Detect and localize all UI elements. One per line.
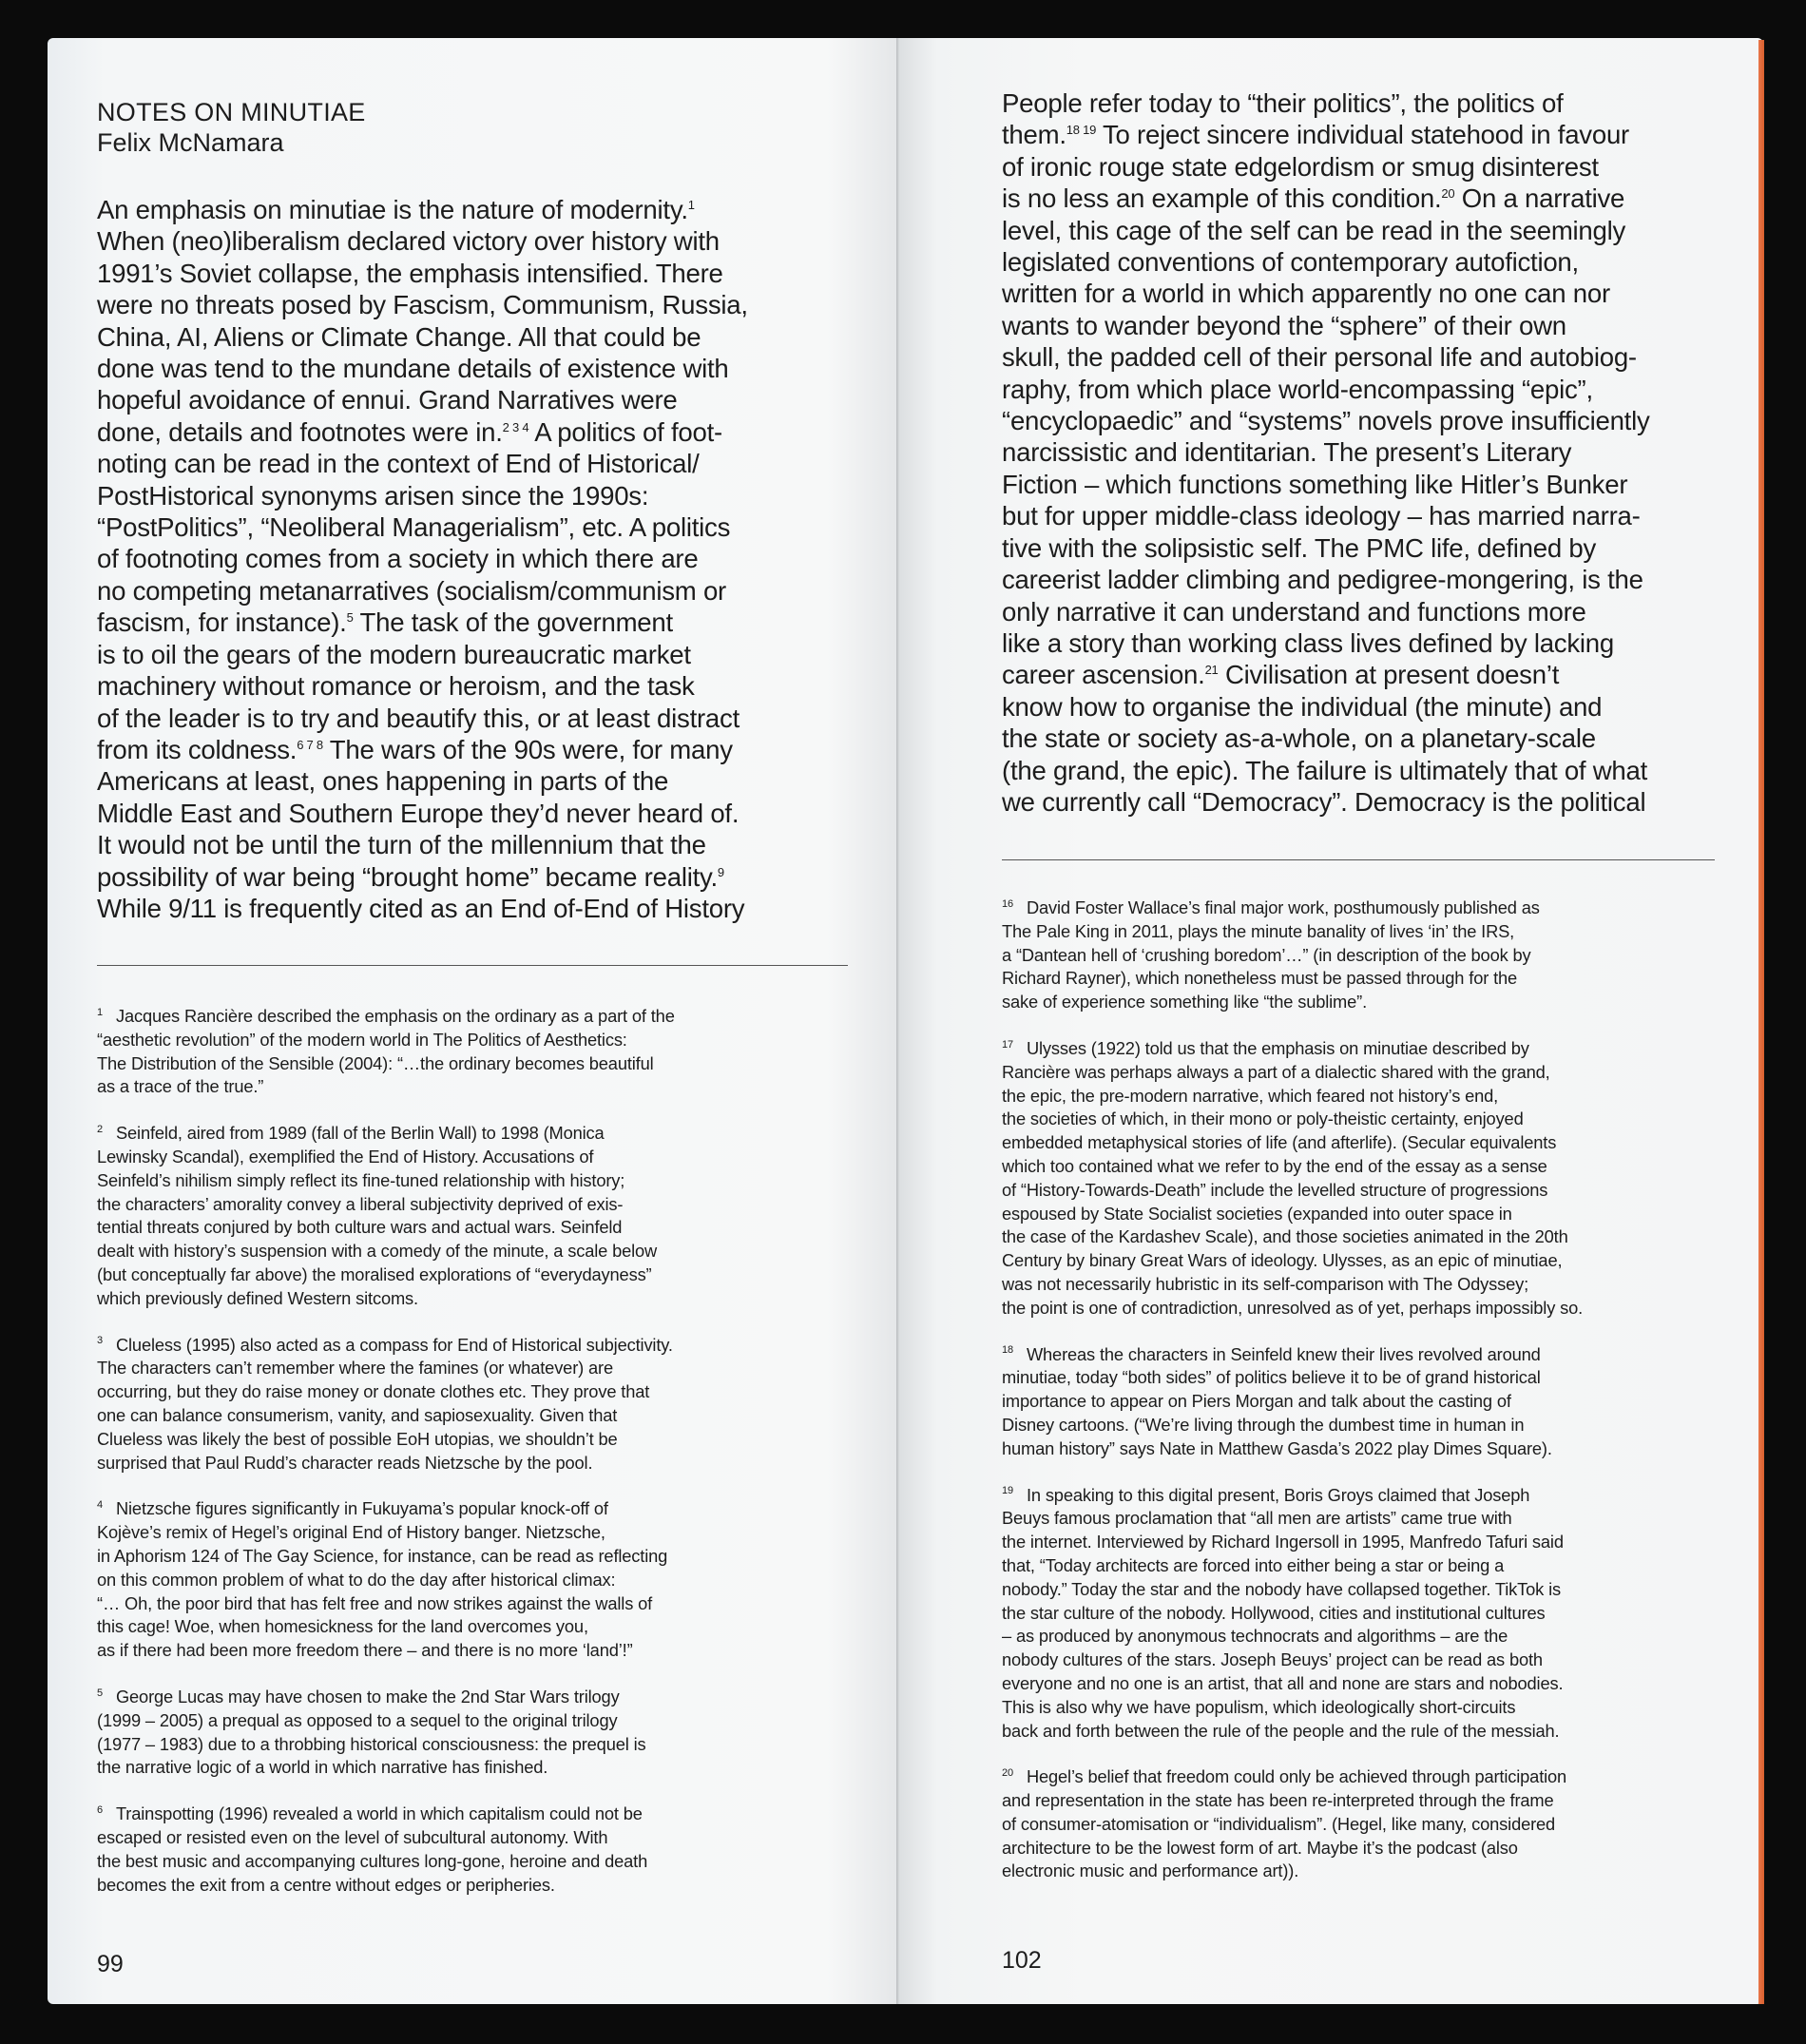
footnote-line: $^2$ Seinfeld, aired from 1989 (fall of the Berlin Wall) to 1998 (Monica — [97, 1123, 605, 1144]
body-line: from its coldness.$^{6 7 8}$ The wars of the 90s were, for many — [97, 734, 733, 764]
footnote-line: $^{17}$ Ulysses (1922) told us that the emphasis on minutiae described by — [1002, 1037, 1529, 1058]
footnote-number: 18 — [1002, 1344, 1013, 1357]
footnote — [97, 1334, 848, 1475]
body-line: written for a world in which apparently no one can nor — [1002, 279, 1610, 309]
footnote-rule — [97, 965, 848, 966]
body-line: skull, the padded cell of their personal life and autobiog- — [1002, 342, 1637, 373]
body-line: When (neo)liberalism declared victory over history with — [97, 226, 720, 257]
body-line: only narrative it can understand and functions more — [1002, 596, 1586, 627]
footnote-line: which previously defined Western sitcoms. — [97, 1287, 418, 1308]
body-line: but for upper middle-class ideology – has married narra- — [1002, 501, 1641, 531]
footnote-line: on this common problem of what to do the day after historical climax: — [97, 1569, 616, 1590]
body-line: of the leader is to try and beautify this, or at least distract — [97, 703, 740, 733]
footnote-line: Seinfeld’s nihilism simply reflect its fine-tuned relationship with history; — [97, 1169, 625, 1190]
footnote-line: (but conceptually far above) the moralised explorations of “everydayness” — [97, 1263, 652, 1284]
footnote-line: was not necessarily hubristic in its self-comparison with The Odyssey; — [1002, 1273, 1529, 1294]
footnote-reference[interactable]: 6 7 8 — [297, 737, 323, 752]
footnote-line: Rancière was perhaps always a part of a dialectic shared with the grand, — [1002, 1061, 1550, 1082]
body-line: of ironic rouge state edgelordism or smug disinterest — [1002, 151, 1599, 182]
footnote-number: 20 — [1002, 1767, 1013, 1780]
body-line: China, AI, Aliens or Climate Change. All that could be — [97, 321, 701, 352]
footnote-line: tential threats conjured by both culture wars and actual wars. Seinfeld — [97, 1217, 623, 1238]
footnote-number: 6 — [97, 1804, 103, 1817]
footnote-line: The characters can’t remember where the famines (or whatever) are — [97, 1358, 613, 1379]
body-text — [1002, 87, 1715, 818]
body-line: “encyclopaedic” and “systems” novels prove insufficiently — [1002, 406, 1650, 436]
footnote — [1002, 1765, 1715, 1883]
footnote-line: Lewinsky Scandal), exemplified the End of History. Accusations of — [97, 1146, 594, 1167]
footnote-line: one can balance consumerism, vanity, and sapiosexuality. Given that — [97, 1404, 618, 1425]
footnote-reference[interactable]: 20 — [1441, 186, 1455, 202]
footnote-line: embedded metaphysical stories of life (and afterlife). (Secular equivalents — [1002, 1132, 1557, 1153]
body-line: is no less an example of this condition.$^{20}$ On a narrative — [1002, 183, 1625, 214]
body-line: While 9/11 is frequently cited as an End of-End of History — [97, 893, 745, 923]
footnote — [97, 1686, 848, 1780]
footnote-line: architecture to be the lowest form of art. Maybe it’s the podcast (also — [1002, 1837, 1518, 1858]
body-line: of footnoting comes from a society in which there are — [97, 544, 699, 574]
body-line: know how to organise the individual (the minute) and — [1002, 691, 1603, 722]
body-line: no competing metanarratives (socialism/communism or — [97, 575, 726, 606]
left-page-content — [97, 97, 848, 924]
footnote-line: $^3$ Clueless (1995) also acted as a compass for End of Historical subjectivity. — [97, 1334, 673, 1355]
footnote-line: $^{19}$ In speaking to this digital present, Boris Groys claimed that Joseph — [1002, 1484, 1530, 1505]
footnote-line: the case of the Kardashev Scale), and those societies animated in the 20th — [1002, 1226, 1568, 1247]
fore-edge — [1758, 40, 1764, 2004]
footnote-line: Kojève’s remix of Hegel’s original End of History banger. Nietzsche, — [97, 1522, 605, 1543]
footnote-line: nobody cultures of the stars. Joseph Beuys’ project can be read as both — [1002, 1649, 1543, 1670]
body-line: “PostPolitics”, “Neoliberal Managerialism”, etc. A politics — [97, 512, 731, 543]
body-line: careerist ladder climbing and pedigree-mongering, is the — [1002, 565, 1643, 595]
footnote-line: nobody.” Today the star and the nobody have collapsed together. TikTok is — [1002, 1578, 1561, 1599]
footnote-number: 5 — [97, 1687, 103, 1699]
footnote-line: that, “Today architects are forced into either being a star or being a — [1002, 1554, 1505, 1575]
body-line: An emphasis on minutiae is the nature of modernity.$^1$ — [97, 195, 695, 224]
footnote-line: (1999 – 2005) a prequal as opposed to a sequel to the original trilogy — [97, 1709, 618, 1730]
body-line: were no threats posed by Fascism, Communism, Russia, — [97, 290, 748, 320]
footnote-line: $^{16}$ David Foster Wallace’s final major work, posthumously published as — [1002, 897, 1540, 917]
footnote — [97, 1497, 848, 1663]
footnotes — [97, 1005, 848, 1919]
body-line: legislated conventions of contemporary autofiction, — [1002, 247, 1579, 278]
footnote-line: everyone and no one is an artist, that all and none are stars and nobodies. — [1002, 1672, 1564, 1693]
footnote — [1002, 1037, 1715, 1321]
footnote-line: – as produced by anonymous technocrats and algorithms – are the — [1002, 1626, 1508, 1647]
footnote-number: 16 — [1002, 897, 1013, 910]
footnote-line: of consumer-atomisation or “individualism”. (Hegel, like many, considered — [1002, 1813, 1556, 1834]
footnote-line: Clueless was likely the best of possible EoH utopias, we shouldn’t be — [97, 1428, 618, 1449]
body-line: the state or society as-a-whole, on a planetary-scale — [1002, 723, 1596, 754]
body-line: possibility of war being “brought home” became reality.$^9$ — [97, 861, 724, 892]
article-author: Felix McNamara — [97, 128, 284, 157]
body-line: tive with the solipsistic self. The PMC life, defined by — [1002, 532, 1597, 563]
body-line: is to oil the gears of the modern bureaucratic market — [97, 639, 691, 669]
body-line: fascism, for instance).$^5$ The task of the government — [97, 607, 673, 638]
footnote-line: becomes the exit from a centre without edges or peripheries. — [97, 1874, 555, 1895]
footnote-reference[interactable]: 1 — [687, 197, 695, 212]
footnote-line: dealt with history’s suspension with a comedy of the minute, a scale below — [97, 1241, 658, 1262]
body-line: narcissistic and identitarian. The present’s Literary — [1002, 437, 1572, 468]
footnote-line: $^{18}$ Whereas the characters in Seinfeld knew their lives revolved around — [1002, 1343, 1541, 1364]
body-line: raphy, from which place world-encompassing “epic”, — [1002, 374, 1593, 404]
footnote-line: and representation in the state has been re-interpreted through the frame — [1002, 1790, 1554, 1811]
footnote — [1002, 1484, 1715, 1744]
footnote — [1002, 1343, 1715, 1461]
footnote-line: escaped or resisted even on the level of subcultural autonomy. With — [97, 1826, 608, 1847]
footnote-line: The Distribution of the Sensible (2004): “…the ordinary becomes beautiful — [97, 1052, 654, 1073]
body-line: career ascension.$^{21}$ Civilisation at present doesn’t — [1002, 660, 1560, 690]
footnote-line: The Pale King in 2011, plays the minute banality of lives ‘in’ the IRS, — [1002, 920, 1515, 941]
footnote-number: 2 — [97, 1124, 103, 1136]
footnote-line: the star culture of the nobody. Hollywood, cities and institutional cultures — [1002, 1602, 1546, 1623]
footnote-line: $^{20}$ Hegel’s belief that freedom could only be achieved through participation — [1002, 1766, 1567, 1787]
footnote — [97, 1005, 848, 1099]
footnote-number: 17 — [1002, 1038, 1013, 1051]
footnote-line: $^4$ Nietzsche figures significantly in Fukuyama’s popular knock-off of — [97, 1498, 608, 1519]
footnote-reference[interactable]: 5 — [346, 610, 354, 626]
body-text — [97, 194, 848, 924]
footnote-line: the internet. Interviewed by Richard Ingersoll in 1995, Manfredo Tafuri said — [1002, 1532, 1564, 1552]
body-line: People refer today to “their politics”, the politics of — [1002, 88, 1564, 118]
footnote-line: a “Dantean hell of ‘crushing boredom’…” (in description of the book by — [1002, 944, 1531, 965]
footnote-line: Richard Rayner), which nonetheless must be passed through for the — [1002, 968, 1518, 989]
footnote-line: of “History-Towards-Death” include the levelled structure of progressions — [1002, 1179, 1548, 1200]
footnote-line: this cage! Woe, when homesickness for the land overcomes you, — [97, 1616, 588, 1637]
body-line: Fiction – which functions something like Hitler’s Bunker — [1002, 469, 1628, 499]
footnote-line: back and forth between the rule of the people and the rule of the messiah. — [1002, 1720, 1560, 1741]
body-line: PostHistorical synonyms arisen since the 1990s: — [97, 480, 649, 511]
footnote-line: This is also why we have populism, which ideologically short-circuits — [1002, 1696, 1516, 1717]
footnote-rule — [1002, 859, 1715, 860]
body-line: noting can be read in the context of End of Historical/ — [97, 449, 700, 479]
footnote-line: sake of experience something like “the sublime”. — [1002, 992, 1368, 1012]
article-title: NOTES ON MINUTIAE — [97, 98, 366, 126]
footnote-reference[interactable]: 2 3 4 — [502, 419, 529, 434]
footnote-number: 3 — [97, 1335, 103, 1347]
footnote-line: human history” says Nate in Matthew Gasda’s 2022 play Dimes Square). — [1002, 1437, 1552, 1458]
footnote-line: espoused by State Socialist societies (expanded into outer space in — [1002, 1203, 1512, 1224]
footnote-line: “aesthetic revolution” of the modern world in The Politics of Aesthetics: — [97, 1029, 627, 1050]
body-line: them.$^{18 19}$ To reject sincere individual statehood in favour — [1002, 120, 1629, 150]
body-line: 1991’s Soviet collapse, the emphasis intensified. There — [97, 258, 723, 288]
footnote-line: the epic, the pre-modern narrative, which feared not history’s end, — [1002, 1085, 1499, 1106]
footnote-line: the narrative logic of a world in which narrative has finished. — [97, 1757, 548, 1778]
footnote-reference[interactable]: 21 — [1204, 663, 1219, 678]
footnote-line: in Aphorism 124 of The Gay Science, for instance, can be read as reflecting — [97, 1545, 668, 1566]
book-spread — [48, 38, 1763, 2006]
right-page — [899, 38, 1763, 2004]
footnote-number: 4 — [97, 1499, 103, 1512]
body-line: like a story than working class lives defined by lacking — [1002, 627, 1614, 658]
footnote-line: $^6$ Trainspotting (1996) revealed a world in which capitalism could not be — [97, 1803, 643, 1824]
body-line: Middle East and Southern Europe they’d never heard of. — [97, 798, 740, 828]
footnote-line: Disney cartoons. (“We’re living through the dumbest time in human in — [1002, 1414, 1525, 1435]
page-number: 102 — [1002, 1947, 1042, 1974]
body-line: Americans at least, ones happening in parts of the — [97, 766, 669, 797]
body-line: level, this cage of the self can be read in the seemingly — [1002, 215, 1626, 245]
footnote-line: as if there had been more freedom there – and there is no more ‘land’!” — [97, 1640, 633, 1661]
footnote-line: the characters’ amorality convey a liberal subjectivity deprived of exis- — [97, 1193, 624, 1214]
footnote-line: occurring, but they do raise money or donate clothes etc. They prove that — [97, 1381, 650, 1402]
body-line: done was tend to the mundane details of existence with — [97, 354, 729, 384]
footnotes — [1002, 897, 1715, 1906]
footnote-line: (1977 – 1983) due to a throbbing historical consciousness: the prequel is — [97, 1733, 646, 1754]
footnote-number: 1 — [97, 1006, 103, 1018]
footnote-line: electronic music and performance art)). — [1002, 1861, 1299, 1881]
footnote-line: as a trace of the true.” — [97, 1076, 264, 1097]
footnote-line: the point is one of contradiction, unresolved as of yet, perhaps impossibly so. — [1002, 1297, 1584, 1318]
footnote-line: the best music and accompanying cultures long-gone, heroine and death — [97, 1850, 648, 1871]
body-line: machinery without romance or heroism, and the task — [97, 671, 695, 702]
footnote-line: $^5$ George Lucas may have chosen to make the 2nd Star Wars trilogy — [97, 1686, 620, 1707]
body-line: hopeful avoidance of ennui. Grand Narratives were — [97, 385, 678, 415]
page-number: 99 — [97, 1951, 124, 1977]
footnote-line: Beuys famous proclamation that “all men are artists” came true with — [1002, 1508, 1512, 1529]
footnote-number: 19 — [1002, 1485, 1013, 1497]
left-page — [48, 38, 899, 2004]
footnote-line: the societies of which, in their mono or poly-theistic certainty, enjoyed — [1002, 1109, 1524, 1129]
footnote — [1002, 897, 1715, 1014]
footnote-line: importance to appear on Piers Morgan and talk about the casting of — [1002, 1391, 1511, 1412]
footnote — [97, 1122, 848, 1310]
footnote-line: surprised that Paul Rudd’s character reads Nietzsche by the pool. — [97, 1452, 593, 1473]
footnote — [97, 1803, 848, 1897]
body-line: It would not be until the turn of the millennium that the — [97, 830, 706, 860]
footnote-line: $^1$ Jacques Rancière described the emphasis on the ordinary as a part of the — [97, 1006, 675, 1026]
body-line: we currently call “Democracy”. Democracy is the political — [1002, 786, 1646, 817]
footnote-line: which too contained what we refer to by the end of the essay as a sense — [1002, 1155, 1547, 1176]
body-line: (the grand, the epic). The failure is ultimately that of what — [1002, 755, 1648, 785]
footnote-line: Century by binary Great Wars of ideology. Ulysses, as an epic of minutiae, — [1002, 1250, 1563, 1271]
footnote-reference[interactable]: 18 19 — [1066, 123, 1097, 138]
body-line: wants to wander beyond the “sphere” of their own — [1002, 310, 1566, 340]
footnote-reference[interactable]: 9 — [717, 864, 724, 879]
footnote-line: minutiae, today “both sides” of politics believe it to be of grand historical — [1002, 1367, 1541, 1388]
body-line: done, details and footnotes were in.$^{2 3 4}$ A politics of foot- — [97, 416, 722, 447]
footnote-line: “… Oh, the poor bird that has felt free and now strikes against the walls of — [97, 1592, 653, 1613]
